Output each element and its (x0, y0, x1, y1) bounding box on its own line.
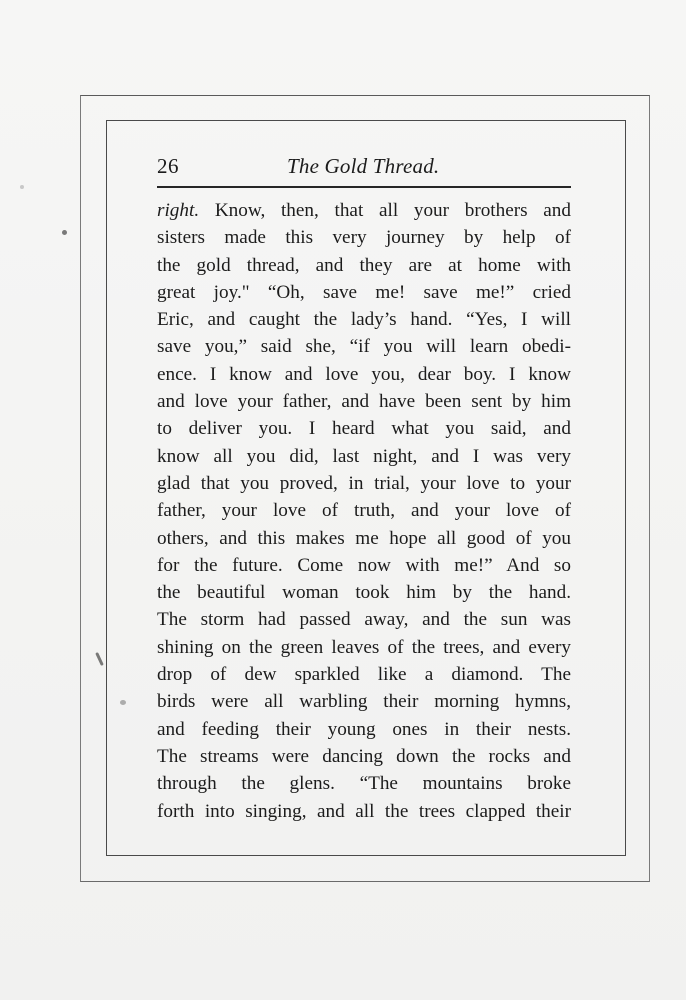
text-line: drop of dew sparkled like a diamond. The (157, 664, 571, 686)
paper-speck (120, 700, 126, 705)
text-line: glad that you proved, in trial, your love to your (157, 472, 571, 494)
text-line: the gold thread, and they are at home with (157, 254, 571, 276)
text-line: great joy." “Oh, save me! save me!” cried (157, 281, 571, 303)
page-header (157, 150, 571, 182)
text-line-rest: Know, then, that all your brothers and (199, 200, 571, 221)
text-line: birds were all warbling their morning hymns, (157, 691, 571, 713)
text-line (157, 197, 571, 224)
text-line: the beautiful woman took him by the hand. (157, 582, 571, 604)
text-line: save you,” said she, “if you will learn obedi- (157, 336, 571, 358)
text-line: father, your love of truth, and your love of (157, 500, 571, 522)
text-line: through the glens. “The mountains broke (157, 773, 571, 795)
text-line: others, and this makes me hope all good of you (157, 527, 571, 549)
header-rule (157, 186, 571, 188)
paper-speck (20, 185, 24, 189)
text-line: know all you did, last night, and I was very (157, 445, 571, 467)
text-line: The streams were dancing down the rocks and (157, 745, 571, 767)
text-line: and love your father, and have been sent by him (157, 391, 571, 413)
text-line: ence. I know and love you, dear boy. I know (157, 363, 571, 385)
running-title: The Gold Thread. (287, 154, 440, 178)
paper-speck (62, 230, 67, 235)
text-line: for the future. Come now with me!” And so (157, 554, 571, 576)
text-line: forth into singing, and all the trees clapped their (157, 800, 571, 822)
body-text (157, 197, 571, 825)
page-number: 26 (157, 154, 179, 178)
text-line: The storm had passed away, and the sun was (157, 609, 571, 631)
text-line: sisters made this very journey by help of (157, 227, 571, 249)
text-line: and feeding their young ones in their nests. (157, 718, 571, 740)
text-line: Eric, and caught the lady’s hand. “Yes, I will (157, 309, 571, 331)
italic-word: right. (157, 200, 200, 221)
text-line: to deliver you. I heard what you said, and (157, 418, 571, 440)
text-line: shining on the green leaves of the trees, and every (157, 636, 571, 658)
